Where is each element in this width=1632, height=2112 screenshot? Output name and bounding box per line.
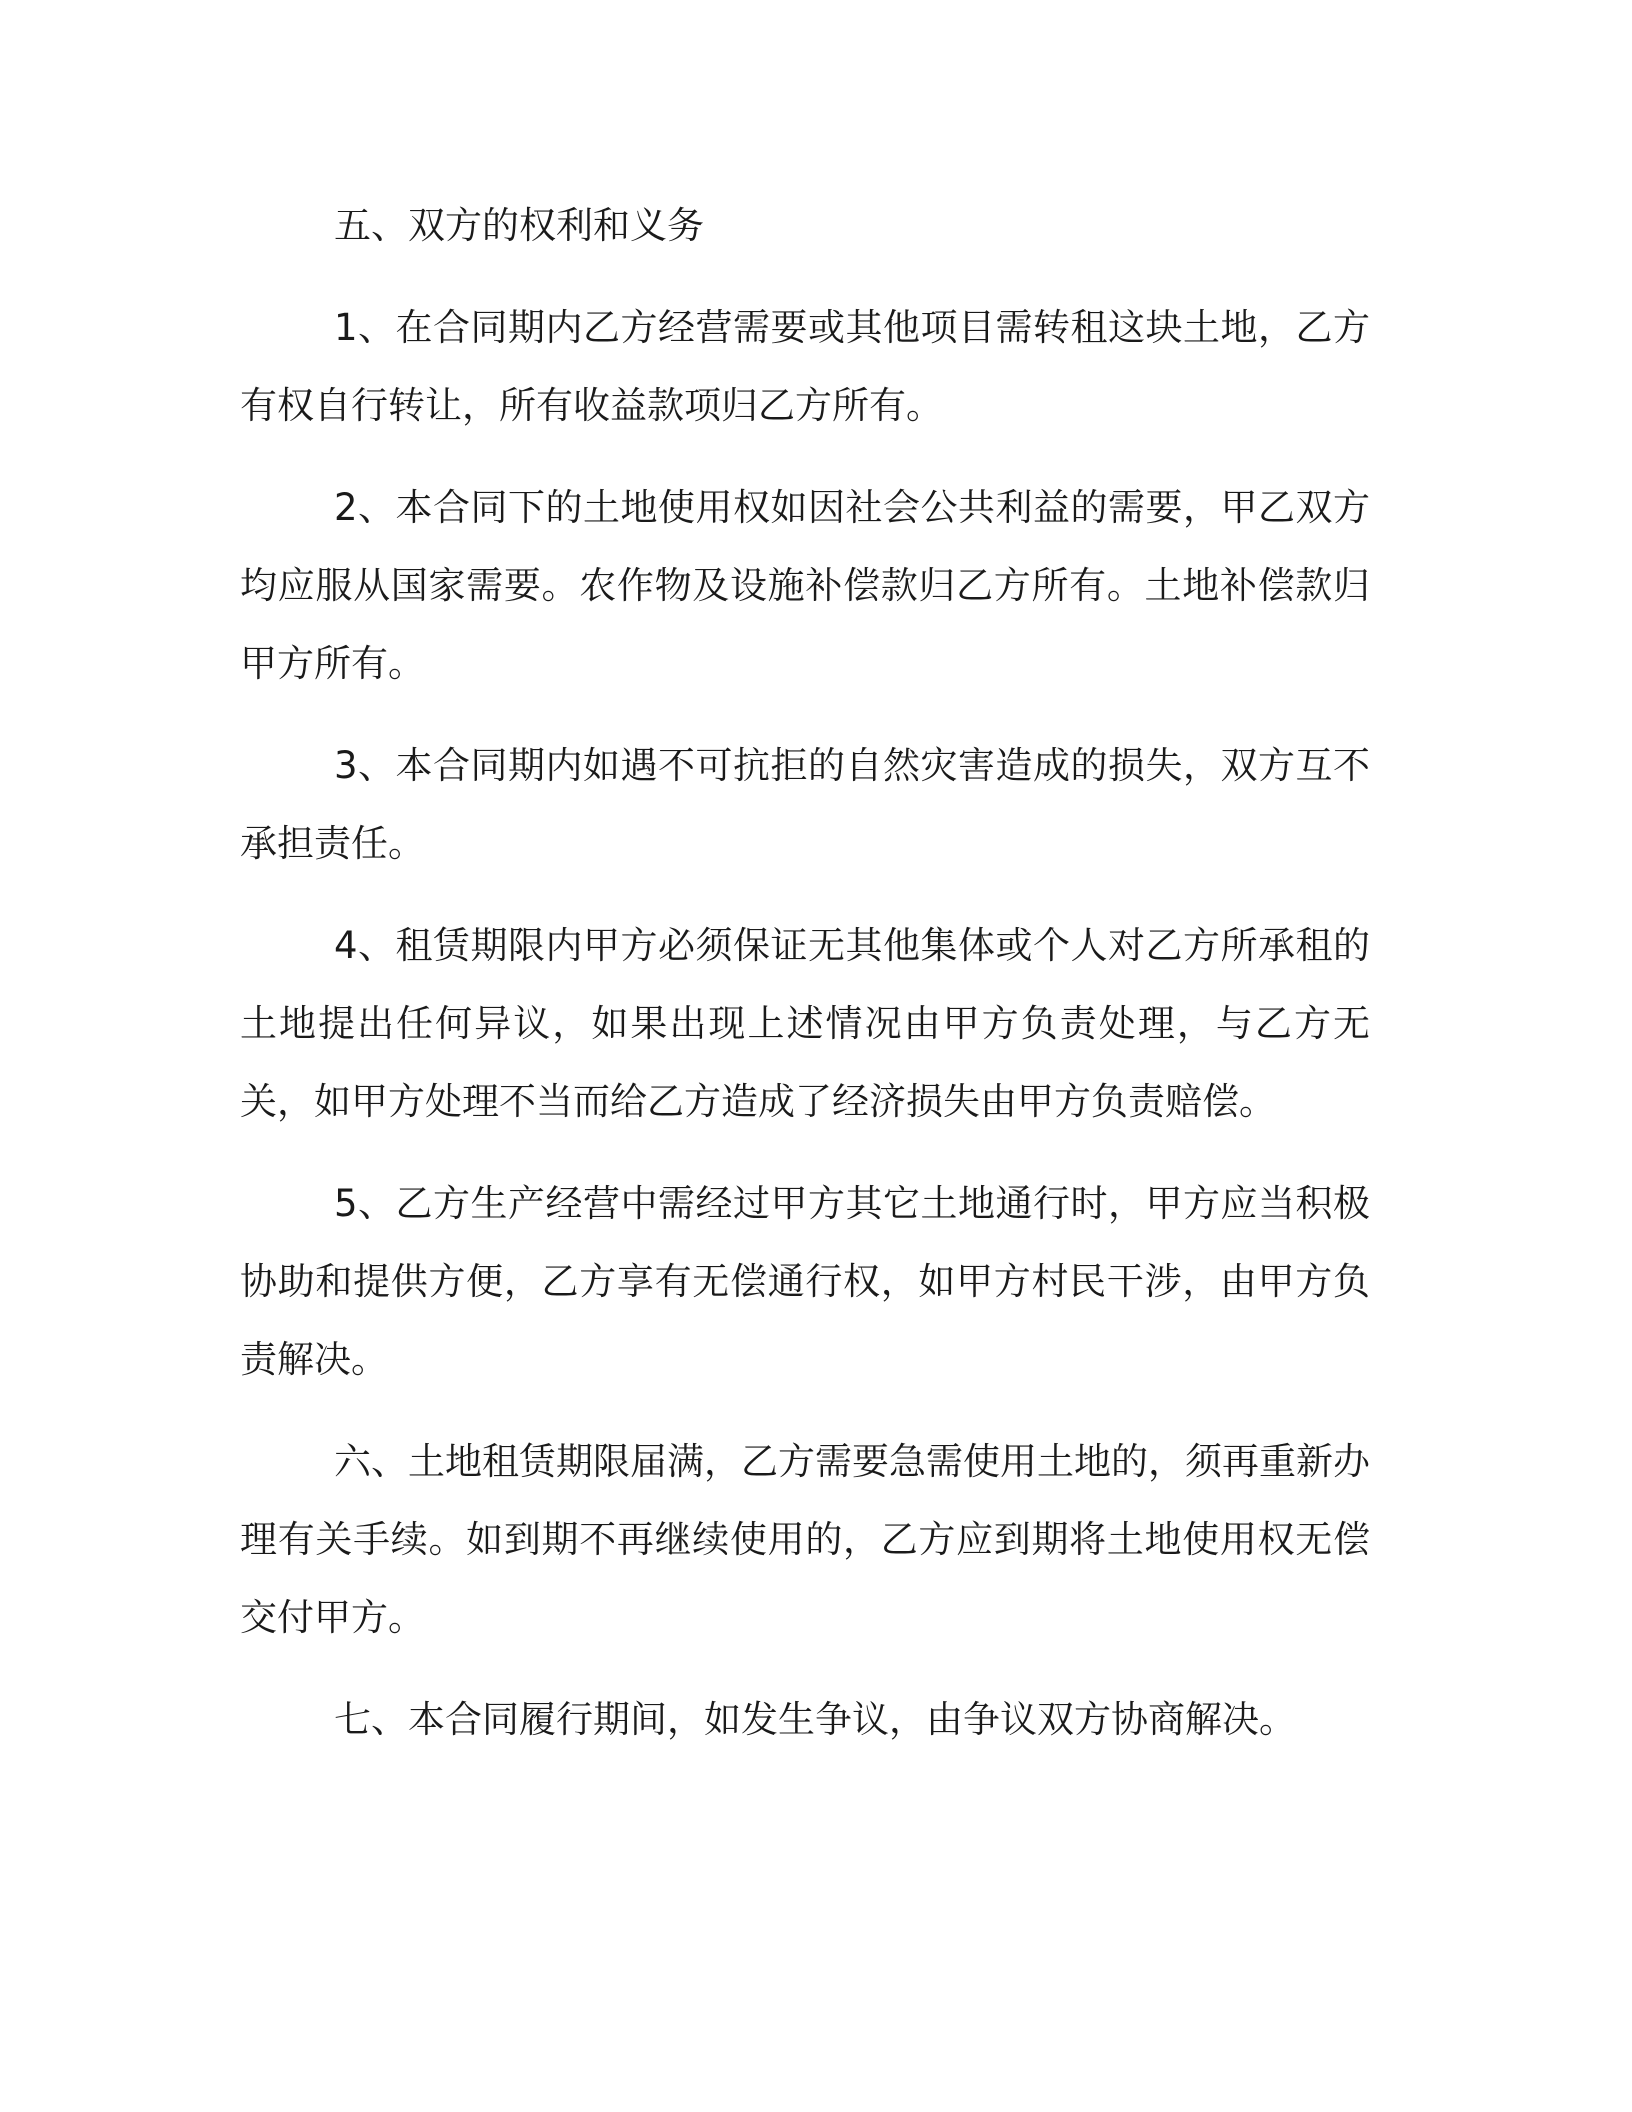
section-seven: 七、本合同履行期间，如发生争议，由争议双方协商解决。 bbox=[334, 1698, 1296, 1741]
clause-item-3: 3、本合同期内如遇不可抗拒的自然灾害造成的损失，双方互不承担责任。 bbox=[240, 744, 1370, 865]
document-body bbox=[240, 187, 1370, 1783]
clause-item-1: 1、在合同期内乙方经营需要或其他项目需转租这块土地，乙方有权自行转让，所有收益款项归乙方所有。 bbox=[240, 306, 1370, 427]
section-six: 六、土地租赁期限届满，乙方需要急需使用土地的，须再重新办理有关手续。如到期不再继续使用的，乙方应到期将土地使用权无偿交付甲方。 bbox=[240, 1440, 1370, 1639]
clause-item-5: 5、乙方生产经营中需经过甲方其它土地通行时，甲方应当积极协助和提供方便，乙方享有无偿通行权，如甲方村民干涉，由甲方负责解决。 bbox=[240, 1182, 1370, 1381]
clause-item-4: 4、租赁期限内甲方必须保证无其他集体或个人对乙方所承租的土地提出任何异议，如果出现上述情况由甲方负责处理，与乙方无关，如甲方处理不当而给乙方造成了经济损失由甲方负责赔偿。 bbox=[240, 924, 1370, 1123]
section-five-title: 五、双方的权利和义务 bbox=[334, 204, 704, 247]
clause-item-2: 2、本合同下的土地使用权如因社会公共利益的需要，甲乙双方均应服从国家需要。农作物及设施补偿款归乙方所有。土地补偿款归甲方所有。 bbox=[240, 486, 1370, 685]
